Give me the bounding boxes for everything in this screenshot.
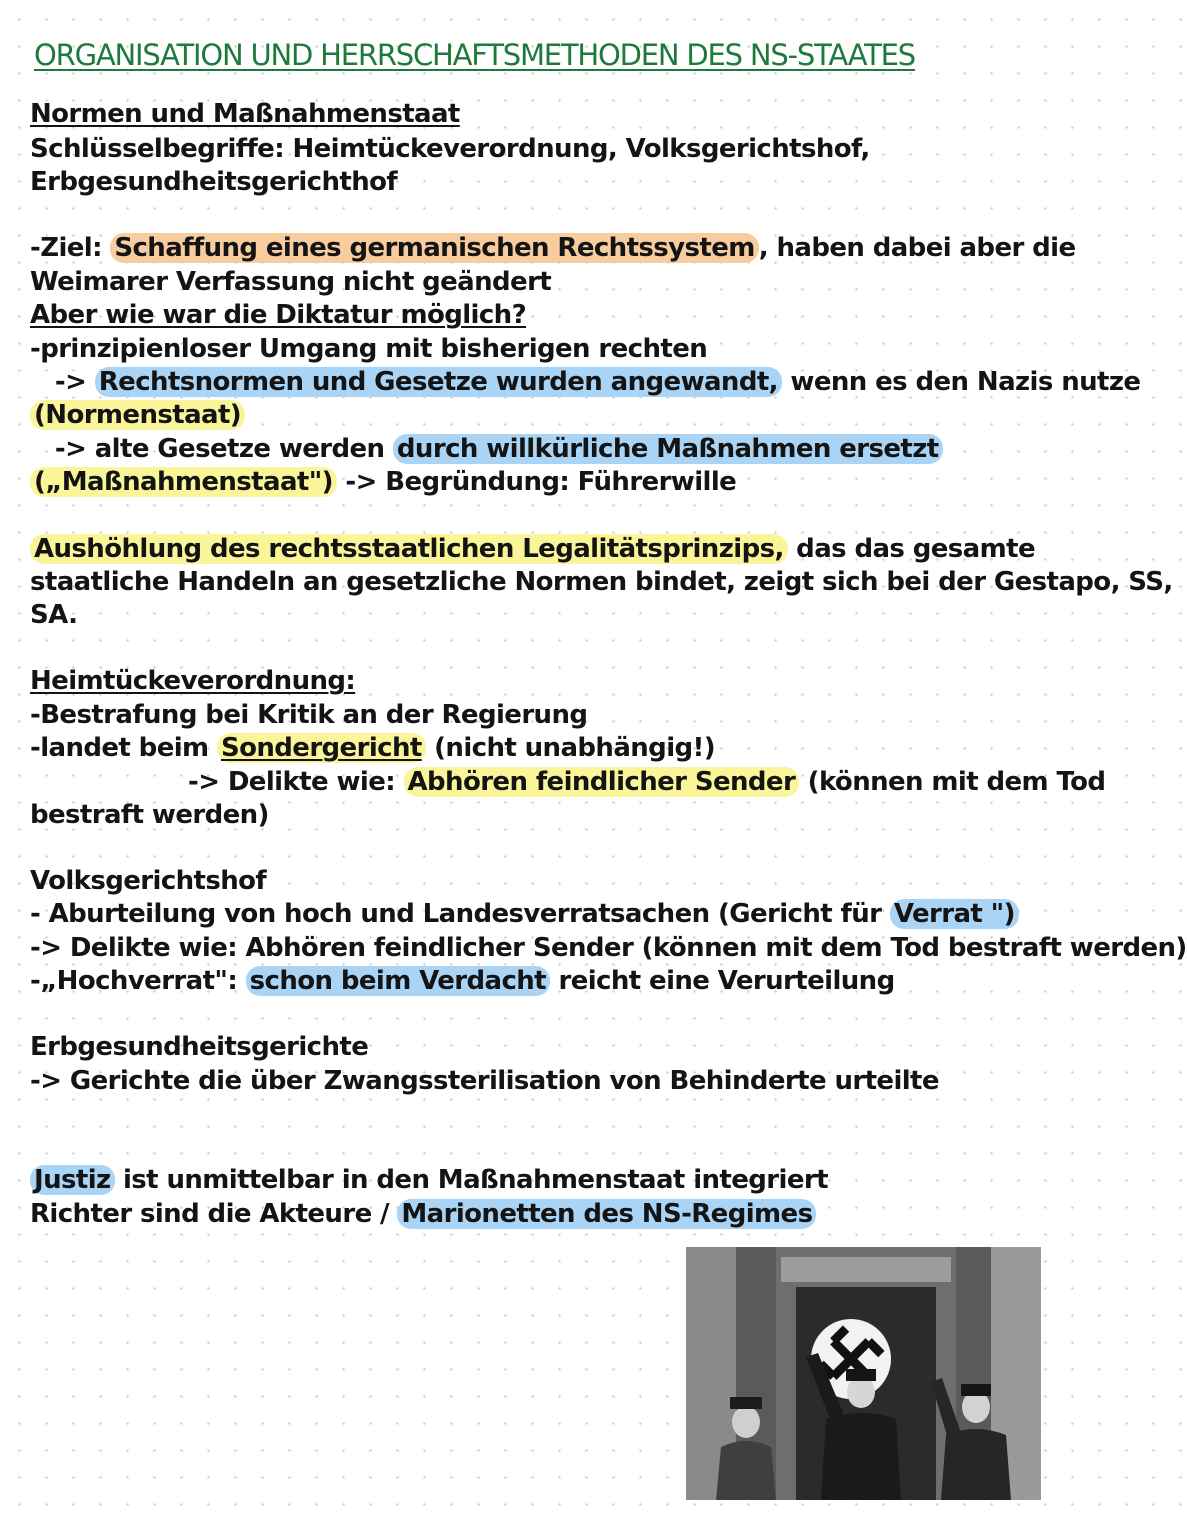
verdacht-highlight: schon beim Verdacht xyxy=(246,966,550,996)
section-heading-heimtuecke: Heimtückeverordnung: xyxy=(30,666,356,696)
item3-suffix: (können mit dem Tod xyxy=(799,767,1106,797)
justiz-suffix: ist unmittelbar in den Maßnahmenstaat integriert xyxy=(114,1165,828,1195)
figure-left-body xyxy=(716,1441,776,1500)
volksgericht-item-1 xyxy=(30,898,1019,931)
justiz-line-2 xyxy=(30,1198,816,1231)
prinzip-line: -prinzipienloser Umgang mit bisherigen rechten xyxy=(30,334,708,364)
keywords-line-2: Erbgesundheitsgerichthof xyxy=(30,167,398,197)
figure-right-cap xyxy=(961,1384,991,1396)
arrow: -> xyxy=(38,367,95,397)
figure-right-body xyxy=(941,1429,1011,1500)
section-heading-erbgesund: Erbgesundheitsgerichte xyxy=(30,1032,369,1062)
figure-center-body xyxy=(821,1413,901,1500)
sondergericht-term: Sondergericht xyxy=(217,733,426,763)
ziel-line-2: Weimarer Verfassung nicht geändert xyxy=(30,267,552,297)
figure-left-cap xyxy=(730,1397,762,1409)
figure-center-cap xyxy=(846,1369,876,1381)
historical-photo xyxy=(686,1247,1041,1500)
verrat-highlight: Verrat ") xyxy=(890,899,1019,929)
ziel-line xyxy=(30,232,1076,265)
aushoehlung-line xyxy=(30,533,1035,566)
ziel-suffix: , haben dabei aber die xyxy=(758,233,1076,263)
ziel-label: -Ziel: xyxy=(30,233,111,263)
page-title: ORGANISATION UND HERRSCHAFTSMETHODEN DES NS-STAATES xyxy=(34,38,916,72)
heimtuecke-item-3-line-2: bestraft werden) xyxy=(30,800,269,830)
keywords-line-1: Schlüsselbegriffe: Heimtückeverordnung, Volksgerichtshof, xyxy=(30,134,870,164)
richter-prefix: Richter sind die Akteure / xyxy=(30,1199,398,1229)
volksgericht-item-2: -> Delikte wie: Abhören feindlicher Sender (können mit dem Tod bestraft werden) xyxy=(30,933,1187,963)
heimtuecke-item-2 xyxy=(30,732,715,765)
normenstaat-line xyxy=(30,399,245,432)
massnahmen-line xyxy=(38,433,943,466)
aushoehlung-line-3: SA. xyxy=(30,600,78,630)
begruendung: -> Begründung: Führerwille xyxy=(336,467,737,497)
aushoehlung-line-2: staatliche Handeln an gesetzliche Normen bindet, zeigt sich bei der Gestapo, SS, xyxy=(30,567,1173,597)
item3-prefix: -> Delikte wie: xyxy=(188,767,404,797)
volksgericht-item-3 xyxy=(30,965,895,998)
massnahmen-prefix: -> alte Gesetze werden xyxy=(38,434,393,464)
item2-suffix: (nicht unabhängig!) xyxy=(425,733,716,763)
heimtuecke-item-1: -Bestrafung bei Kritik an der Regierung xyxy=(30,700,588,730)
aushoehlung-highlight: Aushöhlung des rechtsstaatlichen Legalitätsprinzips, xyxy=(30,534,788,564)
question-line: Aber wie war die Diktatur möglich? xyxy=(30,300,527,330)
massnahmen-highlight: durch willkürliche Maßnahmen ersetzt xyxy=(393,434,943,464)
item3-prefix: -„Hochverrat": xyxy=(30,966,246,996)
item1-prefix: - Aburteilung von hoch und Landesverratsachen (Gericht für xyxy=(30,899,890,929)
ziel-highlight: Schaffung eines germanischen Rechtssystem xyxy=(110,233,758,263)
normen-highlight: Rechtsnormen und Gesetze wurden angewandt, xyxy=(95,367,782,397)
section-heading-volksgericht: Volksgerichtshof xyxy=(30,866,267,896)
item3-suffix: reicht eine Verurteilung xyxy=(550,966,895,996)
figure-left-head xyxy=(732,1406,760,1438)
section-heading-normen: Normen und Maßnahmenstaat xyxy=(30,99,460,129)
heimtuecke-item-3 xyxy=(188,766,1105,799)
aushoehlung-suffix: das das gesamte xyxy=(787,534,1035,564)
justiz-highlight: Justiz xyxy=(30,1165,115,1195)
normen-suffix: wenn es den Nazis nutze xyxy=(781,367,1141,397)
normenstaat-highlight: (Normenstaat) xyxy=(30,400,245,430)
photo-illustration xyxy=(686,1247,1041,1500)
marionetten-highlight: Marionetten des NS-Regimes xyxy=(397,1199,816,1229)
item3-highlight: Abhören feindlicher Sender xyxy=(404,767,800,797)
massnahmenstaat-line xyxy=(30,466,736,499)
lintel xyxy=(781,1257,951,1282)
erbgesund-item-1: -> Gerichte die über Zwangssterilisation von Behinderte urteilte xyxy=(30,1066,939,1096)
justiz-line-1 xyxy=(30,1164,828,1197)
massnahmenstaat-highlight: („Maßnahmenstaat") xyxy=(30,467,337,497)
item2-prefix: -landet beim xyxy=(30,733,217,763)
normen-line xyxy=(38,366,1140,399)
